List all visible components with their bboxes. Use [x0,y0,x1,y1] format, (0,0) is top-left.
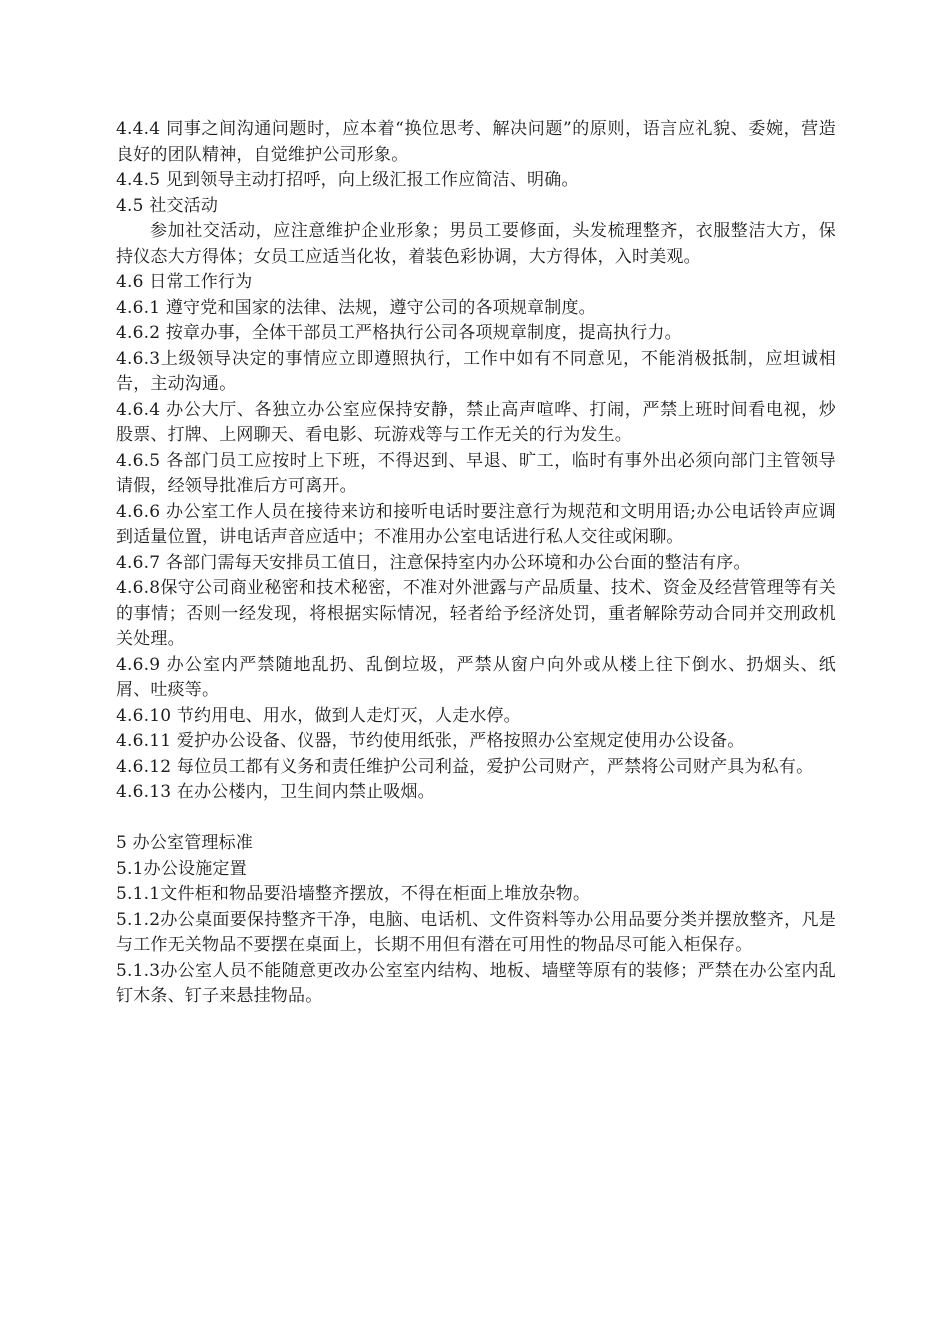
paragraph-4-6-10: 4.6.10 节约用电、用水，做到人走灯灭，人走水停。 [116,705,521,726]
heading-5: 5 办公室管理标准 [116,833,254,853]
paragraph-social-activity: 参加社交活动，应注意维护企业形象；男员工要修面，头发梳理整齐，衣服整洁大方，保持仪态大方得体；女员工应适当化妆，着装色彩协调，大方得体，入时美观。 [116,221,836,267]
paragraph-4-4-4: 4.4.4 同事之间沟通问题时，应本着“换位思考、解决问题”的原则，语言应礼貌、委婉，营造良好的团队精神，自觉维护公司形象。 [116,119,836,165]
paragraph-5-1-2: 5.1.2办公桌面要保持整齐干净，电脑、电话机、文件资料等办公用品要分类并摆放整齐，凡是与工作无关物品不要摆在桌面上，长期不用但有潜在可用性的物品尽可能入柜保存。 [116,909,836,955]
blank-line [116,806,836,832]
paragraph-4-6-3: 4.6.3上级领导决定的事情应立即遵照执行，工作中如有不同意见，不能消极抵制，应坦诚相告，主动沟通。 [116,348,836,394]
paragraph-4-6-8: 4.6.8保守公司商业秘密和技术秘密，不准对外泄露与产品质量、技术、资金及经营管理等有关的事情；否则一经发现，将根据实际情况，轻者给予经济处罚，重者解除劳动合同并交刑政机关处理。 [116,578,836,649]
document-page [116,117,836,1010]
heading-5-1: 5.1办公设施定置 [116,858,247,879]
heading-4-6: 4.6 日常工作行为 [116,272,253,292]
paragraph-4-6-4: 4.6.4 办公大厅、各独立办公室应保持安静，禁止高声喧哗、打闹，严禁上班时间看电视，炒股票、打牌、上网聊天、看电影、玩游戏等与工作无关的行为发生。 [116,399,836,445]
paragraph-4-6-12: 4.6.12 每位员工都有义务和责任维护公司利益，爱护公司财产，严禁将公司财产具为私有。 [116,756,814,777]
paragraph-4-6-2: 4.6.2 按章办事，全体干部员工严格执行公司各项规章制度，提高执行力。 [116,323,682,343]
heading-4-5: 4.5 社交活动 [116,195,219,216]
paragraph-5-1-3: 5.1.3办公室人员不能随意更改办公室室内结构、地板、墙壁等原有的装修；严禁在办公室内乱钉木条、钉子来悬挂物品。 [116,960,836,1006]
paragraph-4-6-5: 4.6.5 各部门员工应按时上下班，不得迟到、早退、旷工，临时有事外出必须向部门主管领导请假，经领导批准后方可离开。 [116,450,836,496]
paragraph-5-1-1: 5.1.1文件柜和物品要沿墙整齐摆放，不得在柜面上堆放杂物。 [116,884,591,904]
paragraph-4-6-1: 4.6.1 遵守党和国家的法律、法规，遵守公司的各项规章制度。 [116,297,596,318]
paragraph-4-6-6: 4.6.6 办公室工作人员在接待来访和接听电话时要注意行为规范和文明用语;办公电话铃声应调到适量位置，讲电话声音应适中；不准用办公室电话进行私人交往或闲聊。 [116,501,836,547]
paragraph-4-4-5: 4.4.5 见到领导主动打招呼，向上级汇报工作应简洁、明确。 [116,170,579,190]
paragraph-4-6-9: 4.6.9 办公室内严禁随地乱扔、乱倒垃圾，严禁从窗户向外或从楼上往下倒水、扔烟头、纸屑、吐痰等。 [116,654,836,700]
paragraph-4-6-13: 4.6.13 在办公楼内，卫生间内禁止吸烟。 [116,782,435,802]
paragraph-4-6-7: 4.6.7 各部门需每天安排员工值日，注意保持室内办公环境和办公台面的整洁有序。 [116,552,751,573]
paragraph-4-6-11: 4.6.11 爱护办公设备、仪器，节约使用纸张，严格按照办公室规定使用办公设备。 [116,731,745,751]
